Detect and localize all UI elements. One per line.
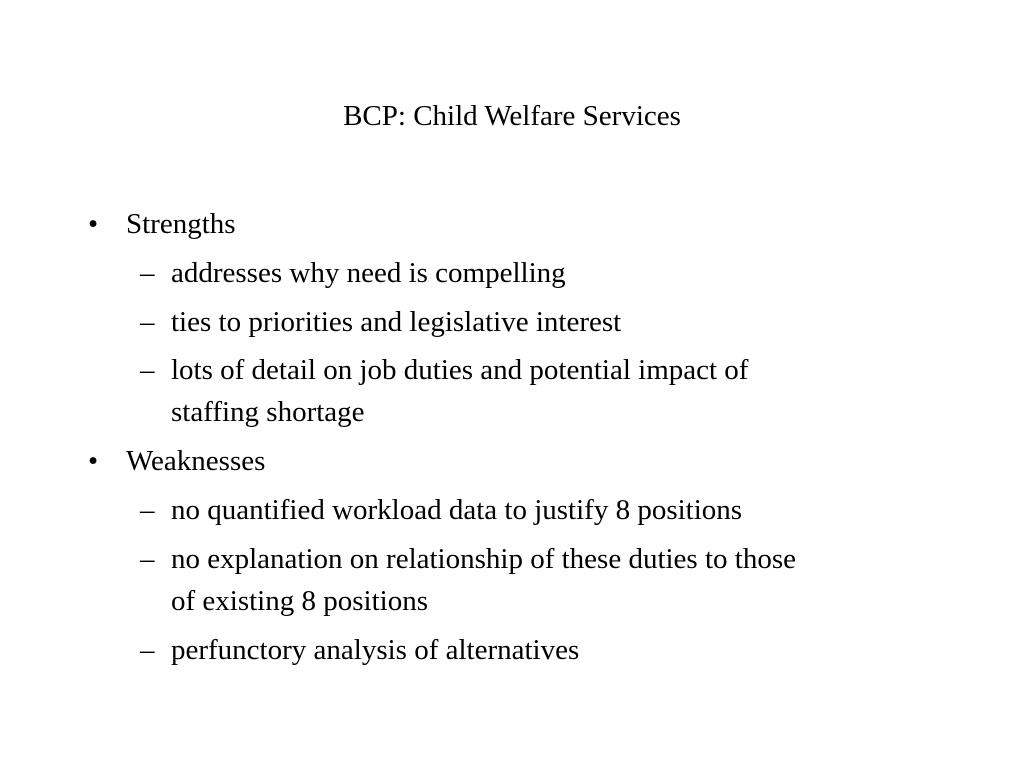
list-item: lots of detail on job duties and potential impact of [171,354,749,386]
bullet-icon: • [88,208,99,240]
sub-bullet-icon: – [140,494,155,526]
slide-title: BCP: Child Welfare Services [343,100,681,132]
sub-bullet-icon: – [140,354,155,386]
list-item-continuation: staffing shortage [171,396,365,428]
list-item: no quantified workload data to justify 8 positions [171,494,743,526]
section-heading-strengths: Strengths [126,208,236,240]
list-item: addresses why need is compelling [171,257,566,289]
sub-bullet-icon: – [140,306,155,338]
sub-bullet-icon: – [140,257,155,289]
list-item: ties to priorities and legislative interest [171,306,622,338]
list-item-continuation: of existing 8 positions [171,585,428,617]
section-heading-weaknesses: Weaknesses [126,445,266,477]
sub-bullet-icon: – [140,543,155,575]
list-item: no explanation on relationship of these duties to those [171,543,796,575]
bullet-icon: • [88,445,99,477]
list-item: perfunctory analysis of alternatives [171,634,580,666]
sub-bullet-icon: – [140,634,155,666]
